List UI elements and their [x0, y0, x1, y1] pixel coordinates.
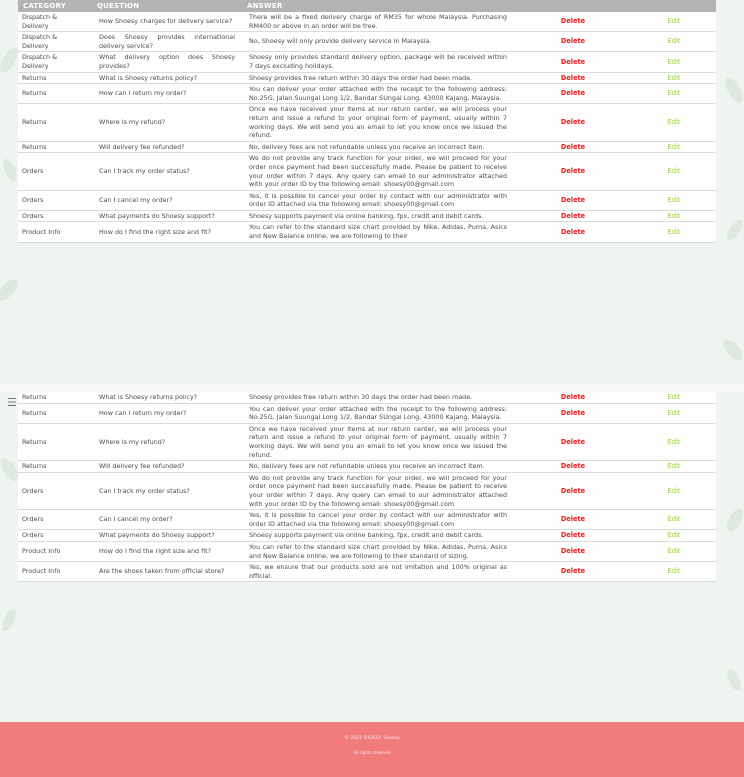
- table-row: [18, 12, 716, 32]
- faq-category: Returns: [18, 104, 92, 141]
- delete-cell: [514, 222, 632, 242]
- faq-category: Product Info: [18, 222, 92, 242]
- delete-button[interactable]: Delete: [560, 393, 586, 401]
- section-separator: [0, 384, 744, 392]
- delete-button[interactable]: Delete: [560, 89, 586, 98]
- faq-question: Where is my refund?: [92, 423, 242, 460]
- faq-question: What is Shoesy returns policy?: [92, 72, 242, 84]
- faq-category: Returns: [18, 392, 92, 403]
- faq-category: Returns: [18, 403, 92, 423]
- faq-table-top: [18, 0, 716, 243]
- delete-cell: [514, 392, 632, 403]
- faq-question: What delivery option does Shoesy provides?: [92, 52, 242, 72]
- faq-question: What is Shoesy returns policy?: [92, 392, 242, 403]
- faq-category: Orders: [18, 153, 92, 190]
- faq-answer: Shoesy only provides standard delivery option, package will be received within 7 days excluding holidays.: [242, 52, 514, 72]
- faq-question: Can I cancel my order?: [92, 510, 242, 530]
- table-row: [18, 141, 716, 153]
- faq-panel-top: [0, 0, 744, 384]
- edit-button[interactable]: Edit: [667, 462, 681, 471]
- table-row: [18, 210, 716, 222]
- edit-cell: [632, 153, 716, 190]
- faq-answer: Shoesy provides free return within 30 days the order had been made.: [242, 72, 514, 84]
- table-row: [18, 541, 716, 561]
- edit-cell: [632, 472, 716, 509]
- delete-cell: [514, 72, 632, 84]
- faq-answer: Yes, it is possible to cancel your order by contact with our administrator with order ID attached via the following email: shoesy00@gmail.com: [242, 190, 514, 210]
- edit-cell: [632, 52, 716, 72]
- delete-button[interactable]: Delete: [560, 227, 586, 236]
- faq-question: Where is my refund?: [92, 104, 242, 141]
- table-row: [18, 403, 716, 423]
- faq-category: Returns: [18, 72, 92, 84]
- faq-category: Returns: [18, 461, 92, 473]
- table-row: [18, 222, 716, 242]
- faq-question: What payments do Shoesy support?: [92, 530, 242, 542]
- edit-button[interactable]: Edit: [667, 57, 681, 66]
- delete-button[interactable]: Delete: [560, 486, 586, 495]
- table-row: [18, 530, 716, 542]
- faq-answer: You can refer to the standard size chart provided by Nike, Adidas, Puma, Asics and New Balance online, we are following to their: [242, 222, 514, 242]
- table-row: [18, 153, 716, 190]
- edit-button[interactable]: Edit: [667, 486, 681, 495]
- edit-cell: [632, 32, 716, 52]
- delete-cell: [514, 472, 632, 509]
- edit-cell: [632, 210, 716, 222]
- faq-category: Product Info: [18, 541, 92, 561]
- faq-table-body-bottom: [18, 392, 716, 582]
- column-header-question: QUESTION: [92, 0, 242, 12]
- delete-cell: [514, 153, 632, 190]
- delete-button[interactable]: Delete: [560, 211, 586, 220]
- faq-category: Dispatch & Delivery: [18, 52, 92, 72]
- faq-category: Returns: [18, 141, 92, 153]
- edit-cell: [632, 190, 716, 210]
- faq-panel-bottom: [0, 392, 744, 722]
- faq-category: Orders: [18, 210, 92, 222]
- edit-button[interactable]: Edit: [667, 531, 681, 540]
- edit-cell: [632, 403, 716, 423]
- table-row: [18, 32, 716, 52]
- delete-button[interactable]: Delete: [560, 437, 586, 446]
- table-row: [18, 84, 716, 104]
- delete-button[interactable]: Delete: [560, 37, 586, 46]
- edit-button[interactable]: Edit: [667, 89, 681, 98]
- delete-cell: [514, 530, 632, 542]
- faq-category: Orders: [18, 190, 92, 210]
- faq-answer: Yes, we ensure that our products sold are not imitation and 100% original as official.: [242, 562, 514, 582]
- faq-answer: You can deliver your order attached with the receipt to the following address: No.25G, Jalan Suungai Long 1/2, Bandar SUngai Long, 43000 Kajang, Malaysia.: [242, 403, 514, 423]
- table-row: [18, 562, 716, 582]
- faq-answer: Yes, it is possible to cancel your order by contact with our administrator with order ID attached via the following email: shoesy00@gmail.com: [242, 510, 514, 530]
- faq-question: Can I track my order status?: [92, 153, 242, 190]
- edit-cell: [632, 72, 716, 84]
- delete-button[interactable]: Delete: [560, 567, 586, 576]
- edit-button[interactable]: Edit: [667, 393, 681, 401]
- page-footer: [0, 722, 744, 777]
- edit-button[interactable]: Edit: [667, 17, 681, 26]
- faq-question: Will delivery fee refunded?: [92, 141, 242, 153]
- edit-cell: [632, 541, 716, 561]
- edit-button[interactable]: Edit: [667, 515, 681, 524]
- faq-category: Dispatch & Delivery: [18, 12, 92, 32]
- edit-button[interactable]: Edit: [667, 167, 681, 176]
- faq-question: How can I return my order?: [92, 403, 242, 423]
- edit-cell: [632, 423, 716, 460]
- edit-cell: [632, 461, 716, 473]
- table-row: [18, 472, 716, 509]
- delete-button[interactable]: Delete: [560, 73, 586, 82]
- delete-button[interactable]: Delete: [560, 167, 586, 176]
- faq-answer: We do not provide any track function for your order, we will proceed for your order once payment had been successfully made. Please be patient to receive your order within 7 days. Any query can email to our administrator attached with your order ID by the following email: shoesy00@gmail.com: [242, 153, 514, 190]
- faq-answer: We do not provide any track function for your order, we will proceed for your order once payment had been successfully made. Please be patient to receive your order within 7 days. Any query can email to our administrator attached with your order ID by the following email: shoesy00@gmail.com: [242, 472, 514, 509]
- table-row: [18, 392, 716, 403]
- faq-answer: There will be a fixed delivery charge of RM35 for whole Malaysia. Purchasing RM400 or above in an order will be free.: [242, 12, 514, 32]
- faq-category: Returns: [18, 84, 92, 104]
- faq-question: How Shoesy charges for delivery service?: [92, 12, 242, 32]
- column-header-edit: [632, 0, 716, 12]
- edit-button[interactable]: Edit: [667, 408, 681, 417]
- delete-button[interactable]: Delete: [560, 462, 586, 471]
- edit-cell: [632, 222, 716, 242]
- delete-button[interactable]: Delete: [560, 118, 586, 127]
- table-row: [18, 423, 716, 460]
- menu-icon[interactable]: ☰: [7, 396, 17, 409]
- edit-cell: [632, 392, 716, 403]
- faq-answer: Once we have received your items at our return center, we will process your return and issue a refund to your original form of payment, usually within 7 working days. We will send you an email to let you know once we issued the refund.: [242, 423, 514, 460]
- delete-cell: [514, 423, 632, 460]
- faq-answer: No, delivery fees are not refundable unless you receive an incorrect item.: [242, 141, 514, 153]
- edit-button[interactable]: Edit: [667, 37, 681, 46]
- delete-cell: [514, 461, 632, 473]
- delete-cell: [514, 510, 632, 530]
- faq-answer: Shoesy supports payment via online banking, fpx, credit and debit cards.: [242, 210, 514, 222]
- delete-cell: [514, 403, 632, 423]
- faq-question: How can I return my order?: [92, 84, 242, 104]
- footer-copyright: © 2021 SHOESY. Shoesy: [344, 736, 400, 741]
- delete-cell: [514, 104, 632, 141]
- edit-button[interactable]: Edit: [667, 437, 681, 446]
- delete-cell: [514, 141, 632, 153]
- delete-button[interactable]: Delete: [560, 17, 586, 26]
- faq-category: Orders: [18, 472, 92, 509]
- column-header-category: CATEGORY: [18, 0, 92, 12]
- faq-question: Will delivery fee refunded?: [92, 461, 242, 473]
- edit-cell: [632, 530, 716, 542]
- table-row: [18, 52, 716, 72]
- table-row: [18, 104, 716, 141]
- faq-category: Orders: [18, 510, 92, 530]
- delete-cell: [514, 562, 632, 582]
- faq-question: Can I cancel my order?: [92, 190, 242, 210]
- edit-button[interactable]: Edit: [667, 547, 681, 556]
- edit-cell: [632, 141, 716, 153]
- delete-cell: [514, 52, 632, 72]
- faq-answer: Once we have received your items at our return center, we will process your return and issue a refund to your original form of payment, usually within 7 working days. We will send you an email to let you know once we issued the refund.: [242, 104, 514, 141]
- faq-answer: You can deliver your order attached with the receipt to the following address: No.25G, Jalan Suungai Long 1/2, Bandar SUngai Long, 43000 Kajang, Malaysia.: [242, 84, 514, 104]
- edit-cell: [632, 510, 716, 530]
- edit-button[interactable]: Edit: [667, 118, 681, 127]
- delete-button[interactable]: Delete: [560, 515, 586, 524]
- edit-button[interactable]: Edit: [667, 73, 681, 82]
- faq-question: Can I track my order status?: [92, 472, 242, 509]
- delete-button[interactable]: Delete: [560, 57, 586, 66]
- delete-cell: [514, 84, 632, 104]
- faq-answer: You can refer to the standard size chart provided by Nike, Adidas, Puma, Asics and New Balance online, we are following to their standard of sizing.: [242, 541, 514, 561]
- footer-rights: All rights reserved: [353, 750, 391, 755]
- edit-button[interactable]: Edit: [667, 227, 681, 236]
- faq-answer: Shoesy provides free return within 30 days the order had been made.: [242, 392, 514, 403]
- delete-cell: [514, 190, 632, 210]
- faq-category: Dispatch & Delivery: [18, 32, 92, 52]
- edit-cell: [632, 104, 716, 141]
- delete-button[interactable]: Delete: [560, 408, 586, 417]
- edit-cell: [632, 12, 716, 32]
- delete-button[interactable]: Delete: [560, 195, 586, 204]
- faq-category: Orders: [18, 530, 92, 542]
- edit-cell: [632, 562, 716, 582]
- faq-answer: No, Shoesy will only provide delivery service in Malaysia.: [242, 32, 514, 52]
- faq-answer: Shoesy supports payment via online banking, fpx, credit and debit cards.: [242, 530, 514, 542]
- delete-button[interactable]: Delete: [560, 142, 586, 151]
- faq-table-bottom: [18, 392, 716, 582]
- edit-button[interactable]: Edit: [667, 211, 681, 220]
- faq-answer: No, delivery fees are not refundable unless you receive an incorrect item.: [242, 461, 514, 473]
- delete-cell: [514, 210, 632, 222]
- table-row: [18, 190, 716, 210]
- faq-question: Does Shoesy provides international delivery service?: [92, 32, 242, 52]
- table-header-row: [18, 0, 716, 12]
- faq-question: How do I find the right size and fit?: [92, 222, 242, 242]
- delete-button[interactable]: Delete: [560, 547, 586, 556]
- column-header-delete: [514, 0, 632, 12]
- faq-table-body-top: [18, 12, 716, 242]
- edit-button[interactable]: Edit: [667, 195, 681, 204]
- table-row: [18, 461, 716, 473]
- edit-cell: [632, 84, 716, 104]
- faq-question: Are the shoes taken from official store?: [92, 562, 242, 582]
- table-row: [18, 72, 716, 84]
- column-header-answer: ANSWER: [242, 0, 514, 12]
- delete-button[interactable]: Delete: [560, 531, 586, 540]
- table-row: [18, 510, 716, 530]
- delete-cell: [514, 32, 632, 52]
- faq-category: Product Info: [18, 562, 92, 582]
- edit-button[interactable]: Edit: [667, 142, 681, 151]
- faq-category: Returns: [18, 423, 92, 460]
- edit-button[interactable]: Edit: [667, 567, 681, 576]
- delete-cell: [514, 12, 632, 32]
- faq-question: What payments do Shoesy support?: [92, 210, 242, 222]
- delete-cell: [514, 541, 632, 561]
- faq-question: How do I find the right size and fit?: [92, 541, 242, 561]
